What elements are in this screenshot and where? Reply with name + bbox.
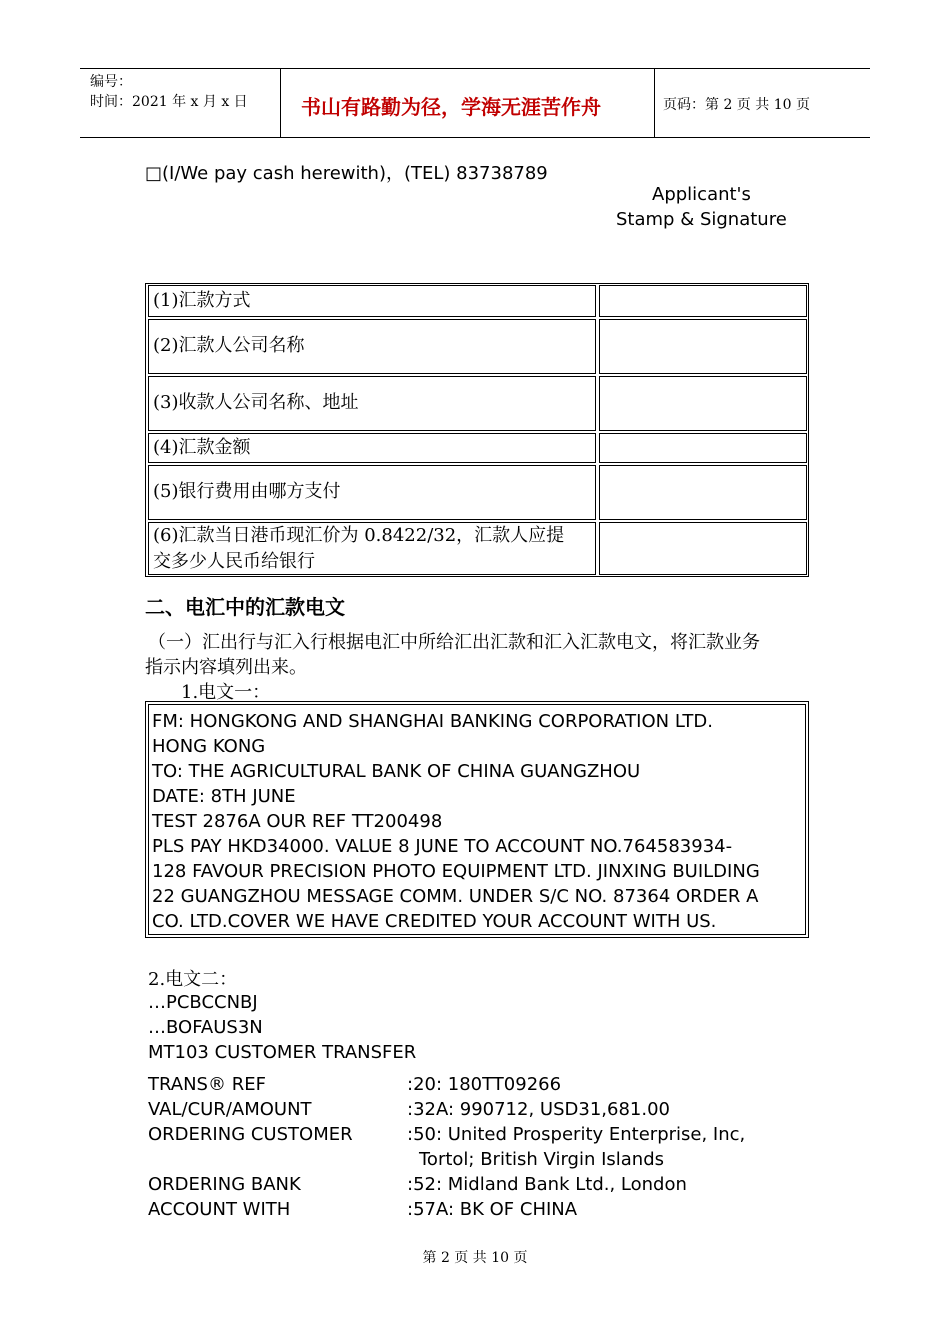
message-line: CO. LTD.COVER WE HAVE CREDITED YOUR ACCOUNT WITH US.: [152, 911, 717, 932]
field-value: :52: Midland Bank Ltd., London: [407, 1174, 687, 1195]
message-line: HONG KONG: [152, 736, 266, 757]
message-line: MT103 CUSTOMER TRANSFER: [148, 1042, 417, 1063]
table-row: [148, 376, 806, 431]
message-line: DATE: 8TH JUNE: [152, 786, 296, 807]
table-label-cell: [148, 465, 596, 520]
message-line: TO: THE AGRICULTURAL BANK OF CHINA GUANGZHOU: [152, 761, 641, 782]
table-label-cell: [148, 319, 596, 374]
table-row: [148, 319, 806, 374]
row-label: (2)汇款人公司名称: [153, 335, 305, 356]
document-time-label: 时间：2021 年 x 月 x 日: [90, 94, 248, 110]
table-row: [148, 465, 806, 520]
table-label-cell: [148, 285, 596, 317]
message-line: TEST 2876A OUR REF TT200498: [152, 811, 443, 832]
message-line: PLS PAY HKD34000. VALUE 8 JUNE TO ACCOUNT NO.764583934-: [152, 836, 733, 857]
row-label: (4)汇款金额: [153, 437, 251, 458]
table-label-cell: [148, 376, 596, 431]
row-label-line2: 交多少人民币给银行: [153, 551, 315, 572]
section-heading: 二、电汇中的汇款电文: [145, 595, 345, 619]
page-footer: 第 2 页 共 10 页: [422, 1250, 528, 1266]
field-value: :32A: 990712, USD31,681.00: [407, 1099, 670, 1120]
answer-cell[interactable]: [599, 433, 807, 463]
field-key: ACCOUNT WITH: [148, 1199, 291, 1220]
page-indicator: 页码：第 2 页 共 10 页: [663, 97, 810, 113]
row-label-line1: (6)汇款当日港币现汇价为 0.8422/32，汇款人应提: [153, 525, 565, 546]
message-line: FM: HONGKONG AND SHANGHAI BANKING CORPORATION LTD.: [152, 711, 713, 732]
field-value: :20: 180TT09266: [407, 1074, 562, 1095]
section-intro-line2: 指示内容填列出来。: [145, 657, 307, 678]
cash-payment-line: □(I/We pay cash herewith)，(TEL) 83738789: [145, 163, 548, 184]
field-value: :50: United Prosperity Enterprise, Inc,: [407, 1124, 746, 1145]
field-key: ORDERING CUSTOMER: [148, 1124, 353, 1145]
row-label: (5)银行费用由哪方支付: [153, 481, 341, 502]
table-label-cell: [148, 522, 596, 575]
answer-cell[interactable]: [599, 319, 807, 374]
field-key: ORDERING BANK: [148, 1174, 301, 1195]
table-label-cell: [148, 433, 596, 463]
page-header: [80, 68, 870, 138]
message-one-box: [145, 701, 809, 938]
message-line: …BOFAUS3N: [148, 1017, 263, 1038]
field-value-continued: Tortol; British Virgin Islands: [419, 1149, 665, 1170]
table-row: [148, 522, 806, 575]
answer-cell[interactable]: [599, 522, 807, 575]
table-row: [148, 433, 806, 463]
header-right-cell: [655, 69, 870, 137]
field-value: :57A: BK OF CHINA: [407, 1199, 578, 1220]
remittance-question-table: [145, 283, 809, 577]
row-label: (1)汇款方式: [153, 290, 251, 311]
table-row: [148, 285, 806, 317]
field-key: TRANS® REF: [148, 1074, 266, 1095]
header-left-cell: [80, 69, 281, 137]
stamp-signature-label: Stamp & Signature: [616, 209, 787, 230]
message-two-label: 2.电文二：: [148, 969, 238, 990]
header-center-cell: [281, 69, 655, 137]
header-motto: 书山有路勤为径，学海无涯苦作舟: [301, 95, 601, 119]
message-line: 22 GUANGZHOU MESSAGE COMM. UNDER S/C NO. 87364 ORDER A: [152, 886, 759, 907]
message-line: …PCBCCNBJ: [148, 992, 258, 1013]
answer-cell[interactable]: [599, 285, 807, 317]
field-key: VAL/CUR/AMOUNT: [148, 1099, 312, 1120]
row-label: (3)收款人公司名称、地址: [153, 392, 359, 413]
answer-cell[interactable]: [599, 465, 807, 520]
applicant-label: Applicant's: [652, 184, 751, 205]
message-line: 128 FAVOUR PRECISION PHOTO EQUIPMENT LTD. JINXING BUILDING: [152, 861, 760, 882]
section-intro-line1: （一）汇出行与汇入行根据电汇中所给汇出汇款和汇入汇款电文，将汇款业务: [148, 632, 760, 653]
message-one-label: 1.电文一：: [181, 682, 271, 703]
document-number-label: 编号：: [90, 74, 132, 90]
answer-cell[interactable]: [599, 376, 807, 431]
